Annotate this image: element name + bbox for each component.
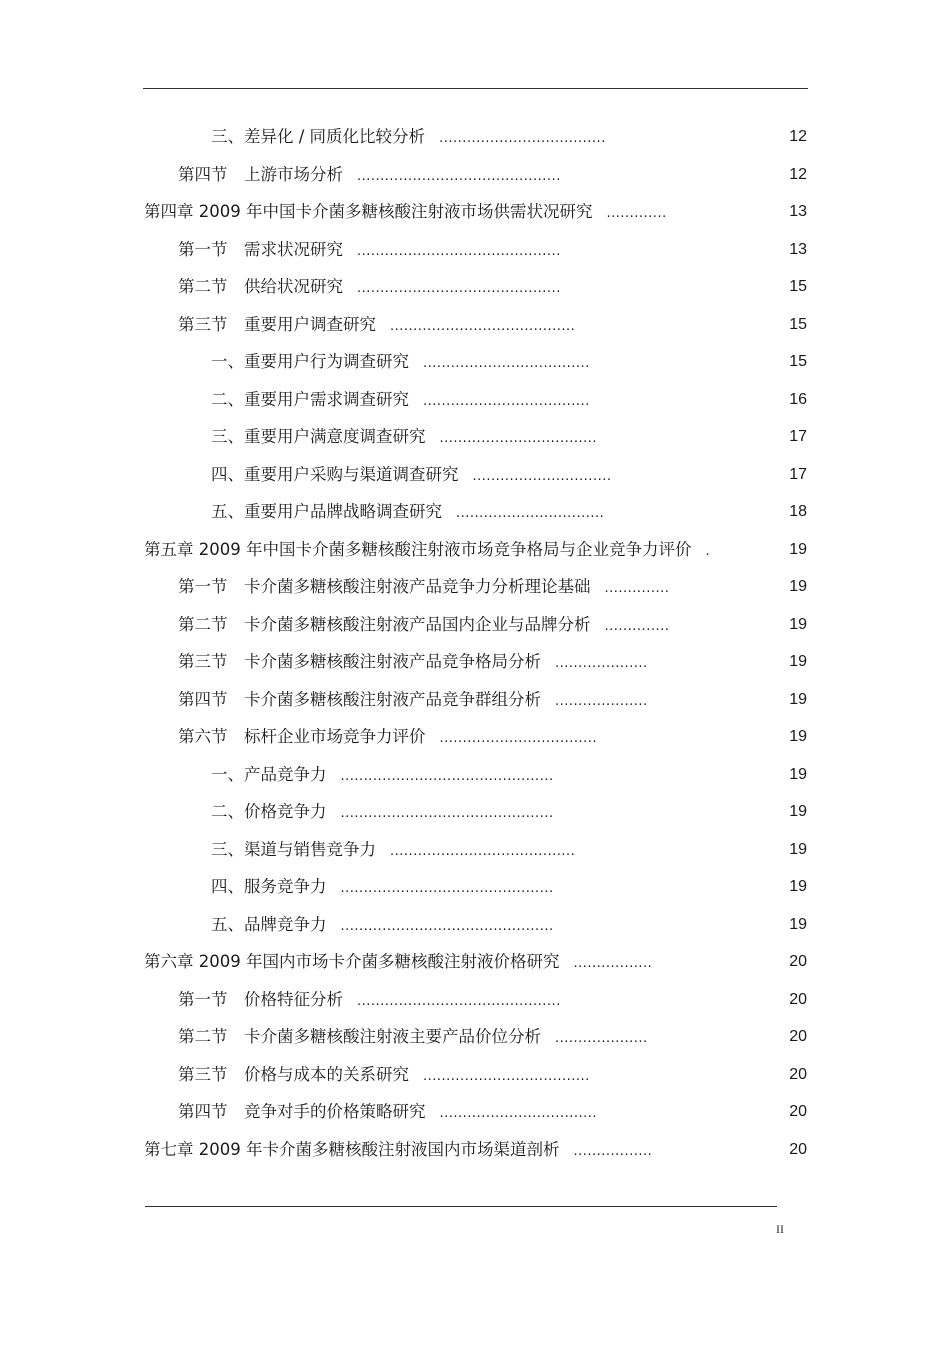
toc-leader-dots: ............. [606,206,667,221]
toc-page-number: 19 [789,803,807,820]
toc-entry-label: 第三节 重要用户调查研究 [178,314,376,334]
toc-page-number: 18 [789,503,807,520]
toc-page-number: 17 [789,428,807,445]
toc-entry[interactable] [0,493,950,531]
toc-page-number: 19 [789,840,807,858]
toc-entry-label: 第二节 卡介菌多糖核酸注射液产品国内企业与品牌分析 [178,614,591,634]
toc-page-number: 19 [789,540,807,558]
toc-entry-label: 第五章 2009 年中国卡介菌多糖核酸注射液市场竞争格局与企业竞争力评价 [144,539,692,559]
toc-entry[interactable] [0,943,950,981]
toc-entry-text [211,381,590,421]
toc-entry-text [211,343,590,383]
toc-leader-dots: ........................................ [390,843,576,859]
toc-leader-dots: .............................................. [340,806,554,821]
toc-entry-label: 第三节 卡介菌多糖核酸注射液产品竞争格局分析 [178,652,541,671]
toc-page-number: 12 [789,128,807,145]
toc-entry-label: 四、重要用户采购与渠道调查研究 [211,464,459,484]
toc-entry-text [178,681,648,721]
toc-entry-text [178,568,669,608]
toc-entry-text [178,268,561,308]
toc-entry[interactable] [0,1093,950,1131]
toc-entry[interactable] [0,418,950,456]
table-of-contents [0,118,950,1168]
toc-entry[interactable] [0,193,950,231]
toc-entry[interactable] [0,1018,950,1056]
toc-page-number: 19 [789,878,807,895]
toc-page-number: 19 [789,765,807,783]
toc-entry[interactable] [0,606,950,644]
toc-entry-label: 五、品牌竞争力 [211,914,327,934]
toc-entry-text [178,1018,648,1058]
toc-page-number: 19 [789,690,807,708]
toc-leader-dots: .............. [604,618,670,634]
toc-page-number: 19 [789,578,807,595]
toc-leader-dots: .................................... [423,393,590,409]
toc-page-number: 20 [789,1103,807,1120]
toc-entry[interactable] [0,1056,950,1094]
toc-leader-dots: ............................................ [357,168,561,184]
toc-page-number: 17 [789,465,807,483]
toc-entry-label: 一、重要用户行为调查研究 [211,352,409,371]
toc-page-number: 20 [789,1140,807,1158]
toc-entry[interactable] [0,1131,950,1169]
toc-leader-dots: .................................. [439,431,597,446]
toc-entry[interactable] [0,831,950,869]
toc-leader-dots: .................................... [423,356,590,371]
toc-leader-dots: ............................................ [357,281,561,296]
toc-entry-label: 三、渠道与销售竞争力 [211,839,376,859]
toc-entry[interactable] [0,156,950,194]
toc-entry-text [211,831,575,871]
toc-page-number: 15 [789,278,807,295]
toc-entry[interactable] [0,456,950,494]
toc-page-number: 19 [789,728,807,745]
toc-leader-dots: .................... [555,693,648,709]
toc-leader-dots: ................................ [456,506,605,521]
toc-leader-dots: . [705,543,711,559]
toc-entry-text [211,493,604,533]
toc-entry-label: 第三节 价格与成本的关系研究 [178,1064,409,1084]
toc-entry-text [178,1093,597,1133]
footer-rule [145,1206,777,1207]
toc-leader-dots: .............................................. [340,881,554,896]
toc-entry-label: 第四节 上游市场分析 [178,164,343,184]
toc-leader-dots: ............................................ [357,993,561,1009]
toc-entry[interactable] [0,231,950,269]
toc-entry-text [178,718,597,758]
toc-entry[interactable] [0,306,950,344]
toc-entry[interactable] [0,381,950,419]
toc-leader-dots: .................................. [439,1106,597,1121]
toc-page-number: 20 [789,1065,807,1083]
toc-entry-text [178,981,561,1021]
toc-entry[interactable] [0,868,950,906]
toc-entry-text [211,868,554,908]
toc-entry[interactable] [0,568,950,606]
toc-entry-text [144,1131,652,1171]
toc-entry[interactable] [0,681,950,719]
toc-leader-dots: .............................. [472,468,612,484]
toc-entry-label: 第二节 供给状况研究 [178,277,343,296]
toc-entry-label: 二、价格竞争力 [211,802,327,821]
toc-leader-dots: .............................................. [340,918,554,934]
toc-entry-text [178,643,648,683]
toc-page-number: 16 [789,390,807,408]
toc-page-number: 15 [789,353,807,370]
toc-entry-text [211,906,554,946]
toc-entry-text [144,531,710,571]
toc-entry-label: 第四章 2009 年中国卡介菌多糖核酸注射液市场供需状况研究 [144,202,593,221]
toc-entry-label: 第四节 卡介菌多糖核酸注射液产品竞争群组分析 [178,689,541,709]
toc-page-number: 19 [789,615,807,633]
toc-entry-label: 第六章 2009 年国内市场卡介菌多糖核酸注射液价格研究 [144,952,560,971]
toc-leader-dots: ................. [573,956,653,971]
toc-entry-text [178,306,575,346]
toc-leader-dots: .................... [555,1031,648,1046]
toc-entry-label: 三、差异化 / 同质化比较分析 [211,127,426,146]
toc-leader-dots: .................................... [439,131,606,146]
toc-entry[interactable] [0,756,950,794]
toc-entry-label: 第二节 卡介菌多糖核酸注射液主要产品价位分析 [178,1027,541,1046]
page-number: II [776,1222,784,1236]
toc-leader-dots: ........................................ [390,318,576,334]
toc-entry-text [211,756,554,796]
toc-entry-label: 第一节 价格特征分析 [178,989,343,1009]
toc-entry[interactable] [0,981,950,1019]
toc-entry[interactable] [0,643,950,681]
toc-entry-label: 五、重要用户品牌战略调查研究 [211,502,442,521]
toc-entry-label: 三、重要用户满意度调查研究 [211,427,426,446]
toc-leader-dots: .................................. [439,731,597,746]
toc-page-number: 15 [789,315,807,333]
toc-entry-text [178,156,561,196]
toc-entry-label: 四、服务竞争力 [211,877,327,896]
toc-entry-text [211,418,597,458]
toc-entry-label: 一、产品竞争力 [211,764,327,784]
toc-entry-text [144,943,652,983]
toc-page-number: 13 [789,203,807,220]
toc-page-number: 20 [789,1028,807,1045]
toc-entry-text [211,456,611,496]
toc-entry-text [178,1056,590,1096]
toc-entry[interactable] [0,906,950,944]
toc-entry[interactable] [0,718,950,756]
toc-entry-label: 第四节 竞争对手的价格策略研究 [178,1102,426,1121]
toc-entry[interactable] [0,268,950,306]
toc-leader-dots: ................. [573,1143,653,1159]
toc-page-number: 19 [789,653,807,670]
toc-page-number: 19 [789,915,807,933]
toc-entry-text [178,231,561,271]
toc-entry-text [211,793,554,833]
toc-entry-text [211,118,606,158]
toc-leader-dots: .................... [555,656,648,671]
toc-page-number: 20 [789,953,807,970]
toc-entry-label: 第七章 2009 年卡介菌多糖核酸注射液国内市场渠道剖析 [144,1139,560,1159]
toc-entry-label: 二、重要用户需求调查研究 [211,389,409,409]
toc-entry-text [178,606,669,646]
toc-entry-label: 第一节 需求状况研究 [178,239,343,259]
toc-entry[interactable] [0,531,950,569]
toc-page-number: 20 [789,990,807,1008]
toc-entry[interactable] [0,343,950,381]
toc-leader-dots: ............................................ [357,243,561,259]
toc-leader-dots: .............. [604,581,670,596]
toc-entry[interactable] [0,118,950,156]
toc-entry[interactable] [0,793,950,831]
toc-leader-dots: .............................................. [340,768,554,784]
toc-page-number: 13 [789,240,807,258]
toc-entry-label: 第一节 卡介菌多糖核酸注射液产品竞争力分析理论基础 [178,577,591,596]
toc-entry-text [144,193,667,233]
header-rule [143,88,808,89]
toc-entry-label: 第六节 标杆企业市场竞争力评价 [178,727,426,746]
toc-leader-dots: .................................... [423,1068,590,1084]
toc-page-number: 12 [789,165,807,183]
